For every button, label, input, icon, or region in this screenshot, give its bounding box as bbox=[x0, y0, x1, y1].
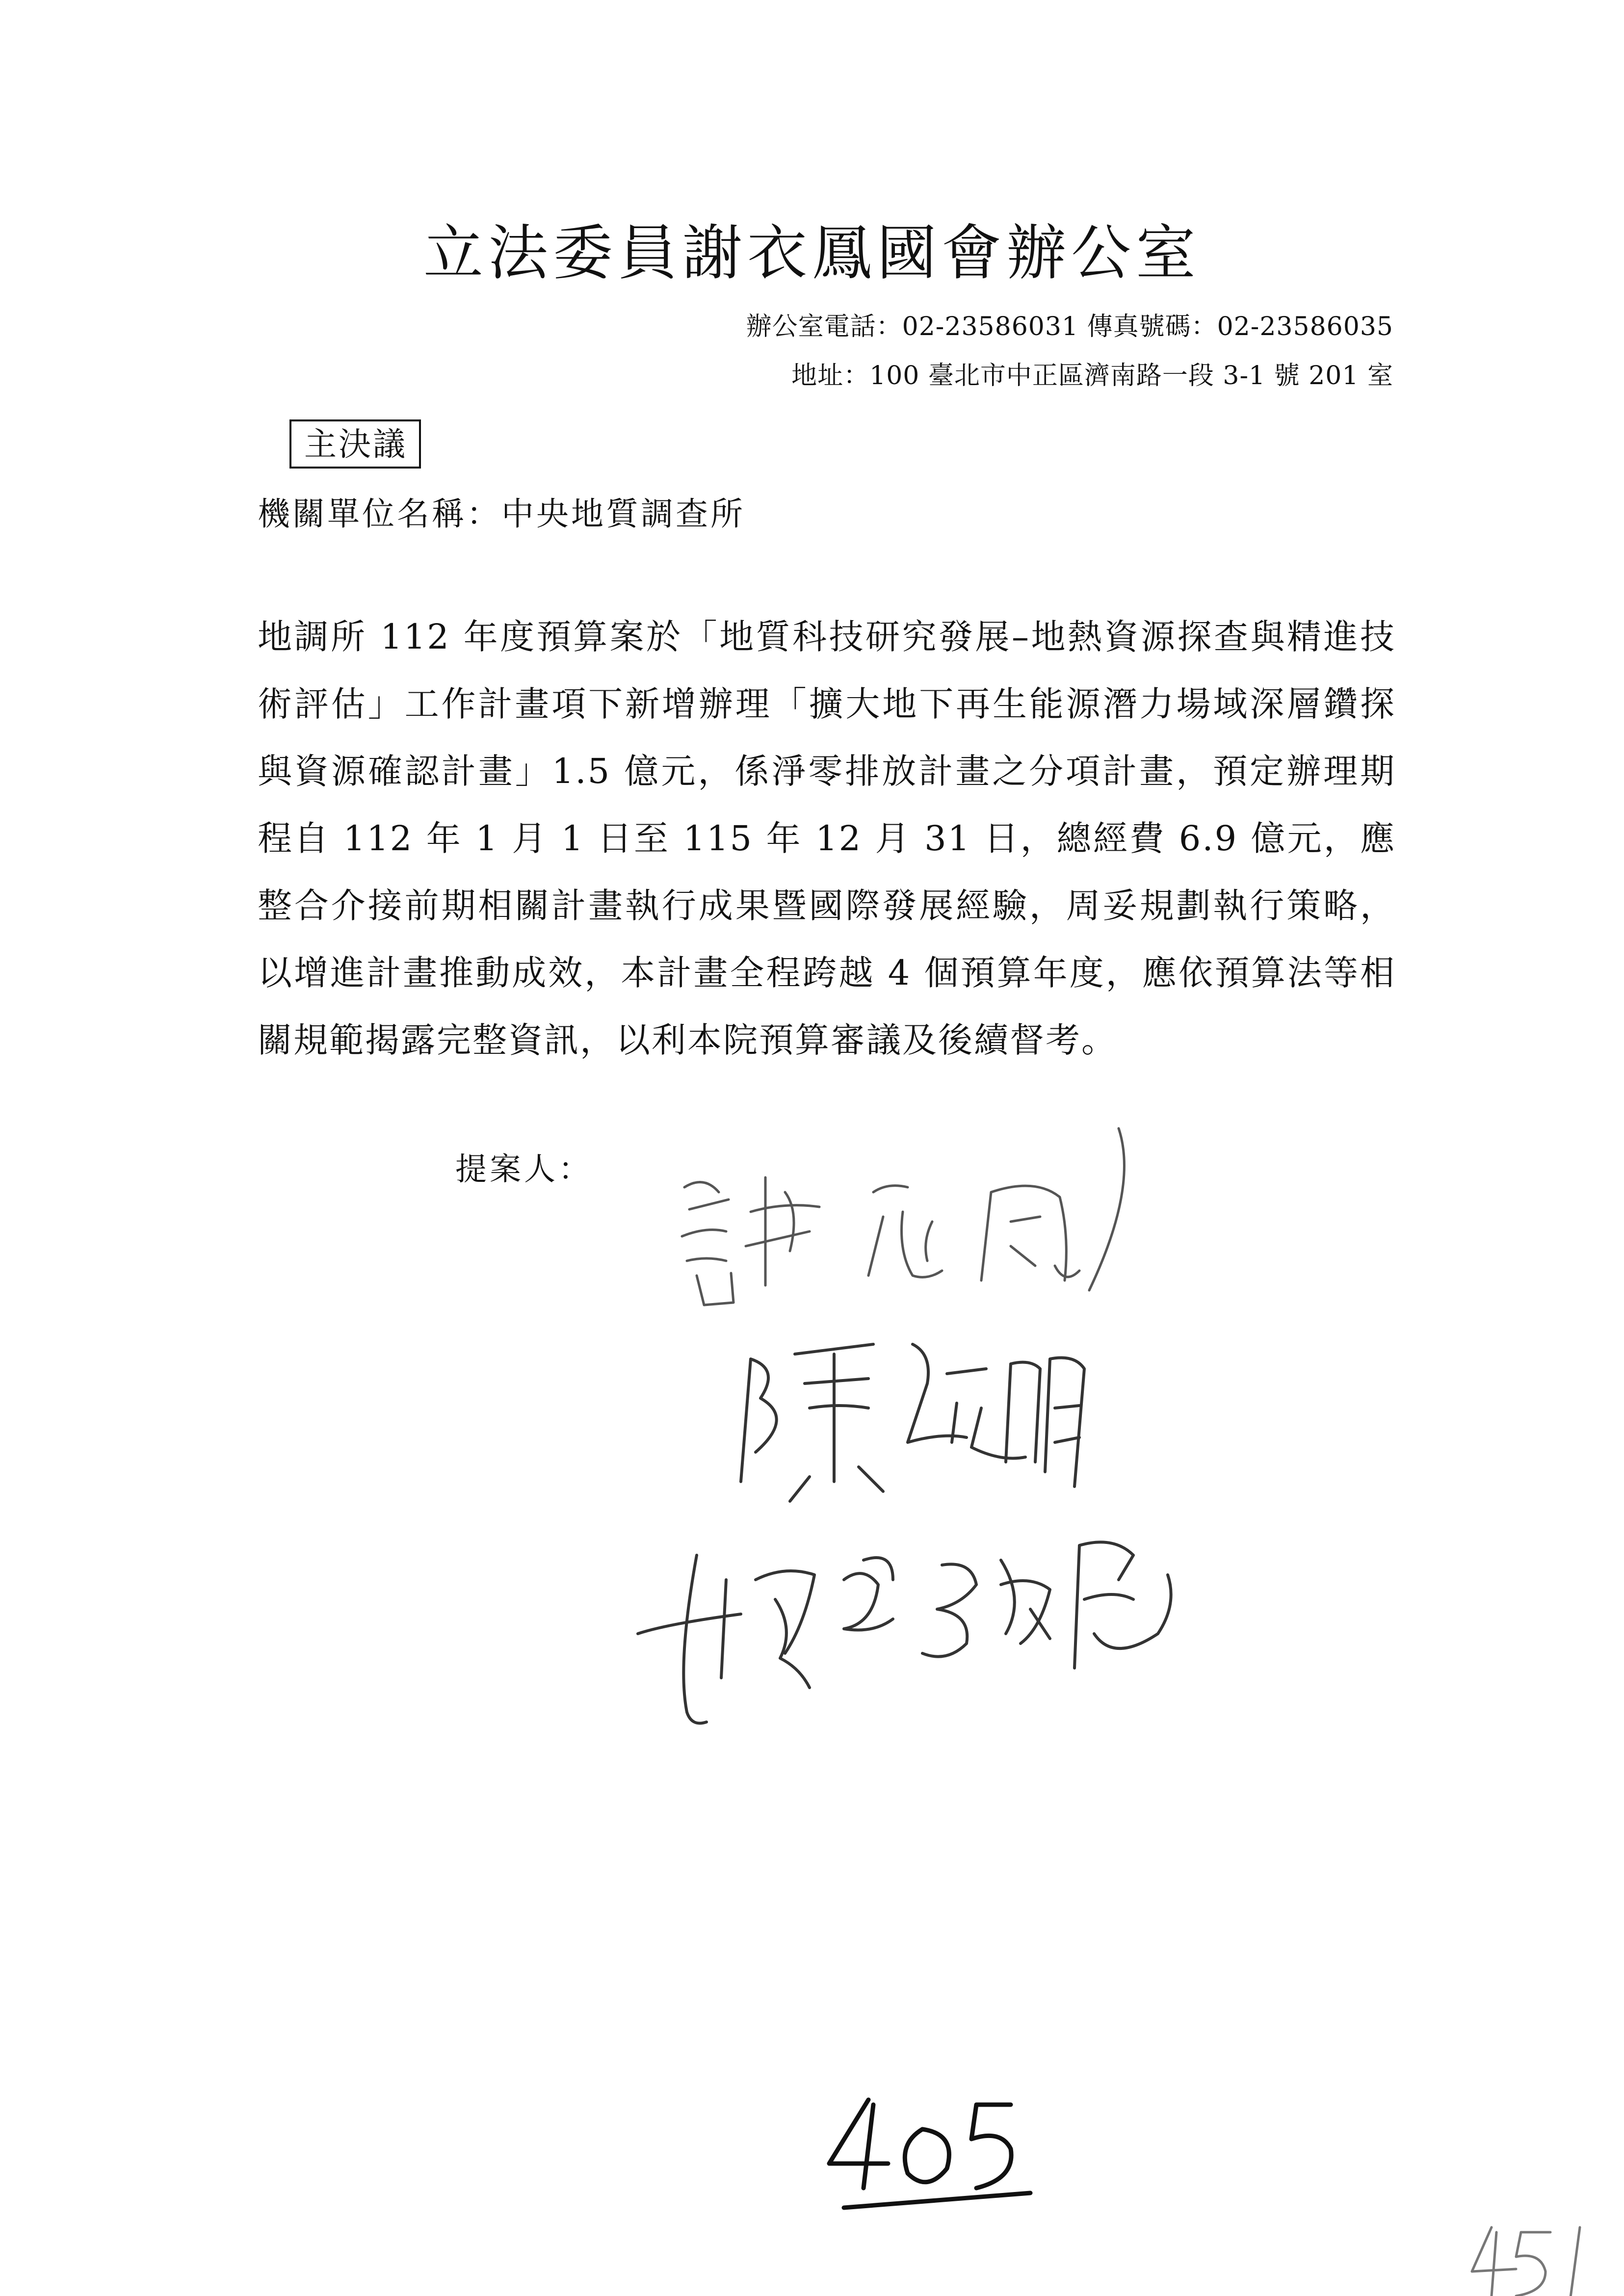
motion-type-box: 主決議 bbox=[289, 419, 421, 469]
letterhead-title: 立法委員謝衣鳳國會辦公室 bbox=[423, 218, 1201, 288]
agency-line: 機關單位名稱：中央地質調查所 bbox=[258, 495, 745, 533]
letterhead-address-line: 地址：100 臺北市中正區濟南路一段 3-1 號 201 室 bbox=[791, 361, 1393, 391]
letterhead-phone-line: 辦公室電話：02-23586031 傳真號碼：02-23586035 bbox=[746, 312, 1393, 341]
proposer-label: 提案人： bbox=[455, 1151, 593, 1188]
page-number-451 bbox=[1472, 2227, 1580, 2296]
page-number-405 bbox=[829, 2100, 1030, 2208]
motion-body-text: 地調所 112 年度預算案於「地質科技研究發展–地熱資源探查與精進技術評估」工作計畫項下新增辦理「擴大地下再生能源潛力場域深層鑽探與資源確認計畫」1.5 億元，係淨零排放計畫之分項計畫，預定辦理期程自 112 年 1 月 1 日至 115 年 12 月 31 日，總經費 6.9 億元，應整合介接前期相關計畫執行成果暨國際發展經驗，周妥規劃執行策略，以增進計畫推動成效，本計畫全程跨越 4 個預算年度，應依預算法等相關規範揭露完整資訊，以利本院預算審議及後續督考。 bbox=[258, 617, 1396, 1060]
